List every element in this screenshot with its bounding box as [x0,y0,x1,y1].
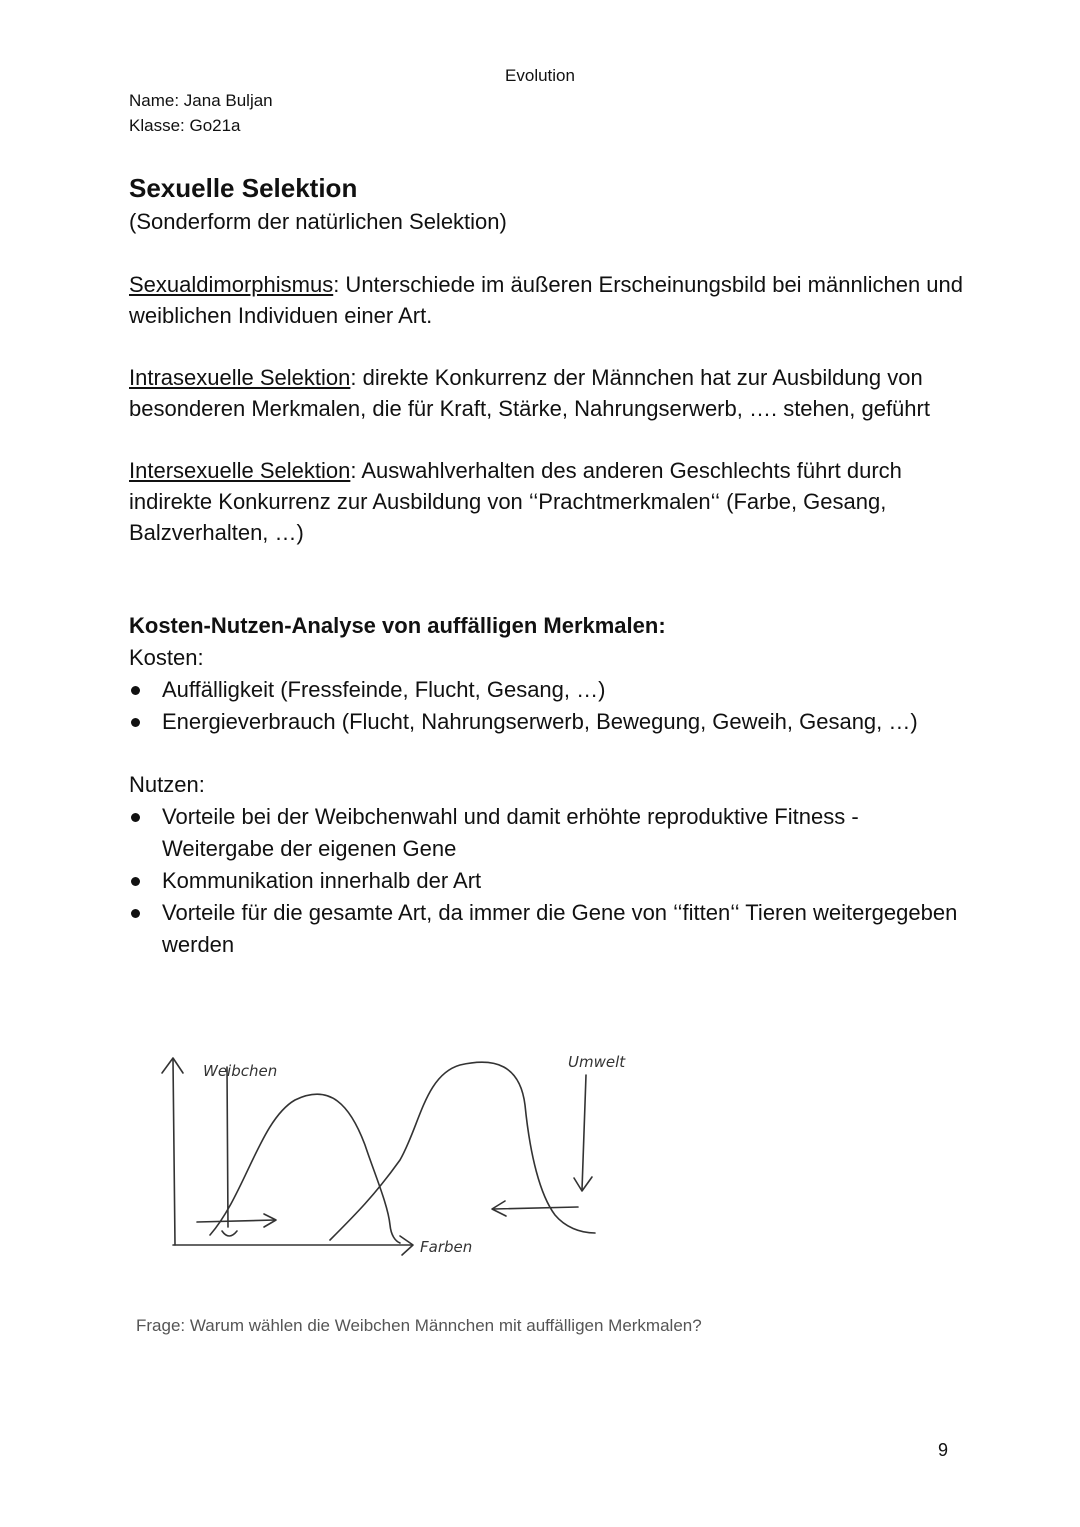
document-body [129,170,969,961]
y-axis [173,1060,175,1245]
definition-sexualdimorphismus [129,269,969,331]
definition-term: Intrasexuelle Selektion [129,365,351,390]
definition-intrasexuelle-selektion [129,362,969,424]
environment-arrow [582,1075,586,1190]
student-name: Name: Jana Buljan [129,91,273,110]
list-item: Energieverbrauch (Flucht, Nahrungserwerb, Bewegung, Geweih, Gesang, …) [129,706,969,738]
analysis-heading: Kosten-Nutzen-Analyse von auffälligen Merkmalen: [129,613,666,638]
definition-term: Sexualdimorphismus [129,272,334,297]
definition-text: : Unterschiede im äußeren Erscheinungsbild bei männlichen und weiblichen Individuen einer Art. [129,272,964,328]
student-class: Klasse: Go21a [129,116,241,135]
definition-text: : Auswahlverhalten des anderen Geschlechts führt durch indirekte Konkurrenz zur Ausbildung von ‘‘Prachtmerkmalen‘‘ (Farbe, Gesang, Balzverhalten, …) [129,458,902,545]
leftward-arrow [493,1207,578,1209]
list-item: Kommunikation innerhalb der Art [129,865,969,897]
hand-drawn-selection-sketch [150,1045,650,1270]
costs-label: Kosten: [129,645,204,670]
female-shift-arrow [197,1220,275,1222]
list-item: Vorteile für die gesamte Art, da immer die Gene von ‘‘fitten‘‘ Tieren weitergegeben werden [129,897,969,961]
page-subtitle: (Sonderform der natürlichen Selektion) [129,209,507,234]
sketch-label-axis: Farben [420,1238,473,1256]
definition-term: Intersexuelle Selektion [129,458,351,483]
sketch-label-female: Weibchen [203,1062,278,1080]
female-preference-line [227,1067,228,1227]
list-item: Auffälligkeit (Fressfeinde, Flucht, Gesang, …) [129,674,969,706]
page-title: Sexuelle Selektion [129,173,358,203]
curve-right [330,1062,595,1240]
benefits-label: Nutzen: [129,772,205,797]
benefits-list [129,801,969,961]
costs-list [129,674,969,738]
list-item: Vorteile bei der Weibchenwahl und damit erhöhte reproduktive Fitness - Weitergabe der eigenen Gene [129,801,969,865]
question-caption: Frage: Warum wählen die Weibchen Männchen mit auffälligen Merkmalen? [136,1316,702,1335]
document-header-title: Evolution [505,66,575,85]
female-preference-hook [222,1231,237,1236]
page-number: 9 [938,1440,949,1460]
definition-intersexuelle-selektion [129,455,969,548]
sketch-label-environment: Umwelt [568,1053,626,1071]
definition-text: : direkte Konkurrenz der Männchen hat zur Ausbildung von besonderen Merkmalen, die für Kraft, Stärke, Nahrungserwerb, …. stehen, geführt [129,365,930,421]
